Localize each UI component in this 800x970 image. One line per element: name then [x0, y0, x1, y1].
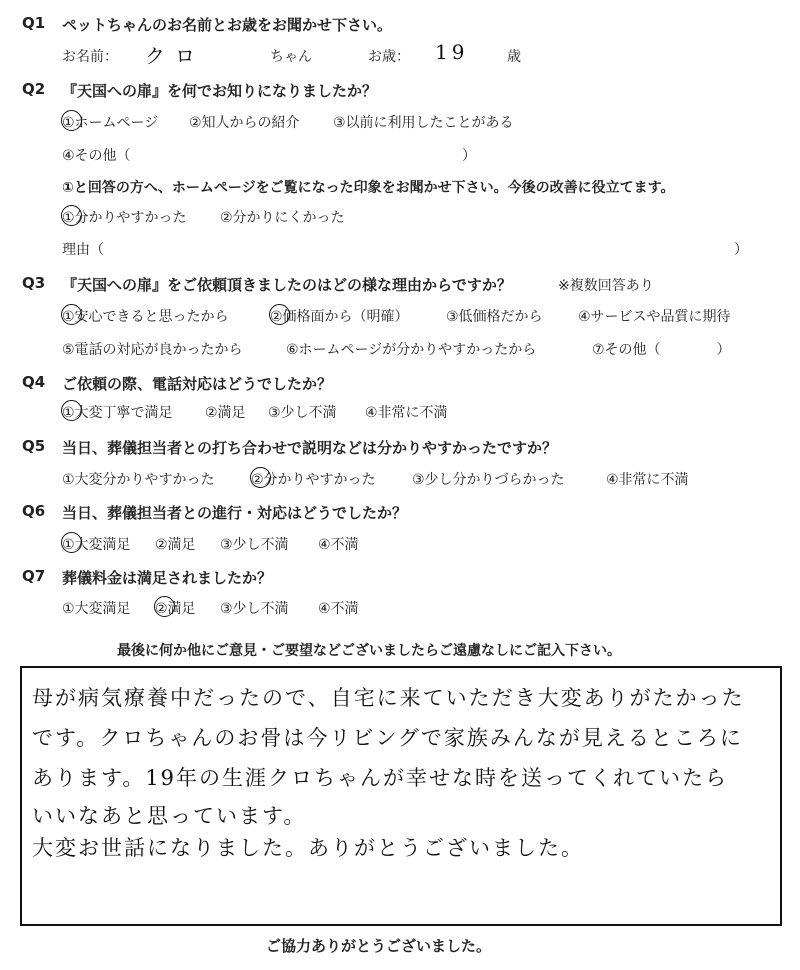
q1-question: ペットちゃんのお名前とお歳をお聞かせ下さい。 — [62, 16, 393, 34]
q3-option-4[interactable]: ④サービスや品質に期待 — [578, 309, 731, 325]
q2-option-3[interactable]: ③以前に利用したことがある — [333, 115, 514, 131]
selection-circle-q2 — [61, 110, 82, 131]
comment-line-5: 大変お世話になりました。ありがとうございました。 — [32, 836, 584, 860]
q4-option-1[interactable]: ①大変丁寧で満足 — [62, 405, 173, 421]
q7-option-1[interactable]: ①大変満足 — [62, 601, 131, 617]
q6-option-2[interactable]: ②満足 — [155, 537, 196, 553]
q6-number: Q6 — [22, 502, 46, 520]
selection-circle-q3-a — [61, 304, 82, 325]
selection-circle-q3-b — [269, 304, 290, 325]
q4-option-4[interactable]: ④非常に不満 — [365, 405, 448, 421]
q2-option-2[interactable]: ②知人からの紹介 — [189, 115, 300, 131]
q4-option-2[interactable]: ②満足 — [205, 405, 246, 421]
q2-option-1[interactable]: ①ホームページ — [62, 115, 159, 131]
q2-reason-close: ） — [734, 242, 748, 258]
q2-question: 『天国への扉』を何でお知りになりましたか？ — [62, 82, 378, 100]
q2-reason-label[interactable]: 理由（ — [62, 242, 104, 258]
q5-number: Q5 — [22, 437, 46, 455]
pet-name-value[interactable]: クロ — [145, 44, 205, 68]
pet-age-value[interactable]: 19 — [435, 40, 469, 64]
q3-note: ※複数回答あり — [558, 278, 654, 294]
q5-option-4[interactable]: ④非常に不満 — [606, 472, 689, 488]
q3-option-2[interactable]: ②価格面から（明確） — [270, 309, 409, 325]
selection-circle-q6 — [61, 532, 82, 553]
comment-prompt: 最後に何か他にご意見・ご要望などございましたらご遠慮なしにご記入下さい。 — [117, 643, 621, 659]
q6-option-3[interactable]: ③少し不満 — [220, 537, 289, 553]
q2-sub-question: ①と回答の方へ、ホームページをご覧になった印象をお聞かせ下さい。今後の改善に役立てます。 — [62, 180, 675, 196]
q4-question: ご依頼の際、電話対応はどうでしたか？ — [62, 375, 333, 393]
chan-label: ちゃん — [270, 49, 312, 65]
q2-other-close: ） — [462, 148, 476, 164]
q3-option-3[interactable]: ③低価格だから — [446, 309, 543, 325]
q7-question: 葬儀料金は満足されましたか？ — [62, 569, 273, 587]
q2-sub-option-2[interactable]: ②分かりにくかった — [220, 210, 345, 226]
pet-name-label: お名前： — [62, 49, 118, 65]
q2-sub-option-1[interactable]: ①分かりやすかった — [62, 210, 187, 226]
comment-line-2: です。クロちゃんのお骨は今リビングで家族みんなが見えるところに — [32, 726, 743, 750]
q4-option-3[interactable]: ③少し不満 — [268, 405, 337, 421]
q4-number: Q4 — [22, 373, 46, 391]
selection-circle-q4 — [61, 400, 82, 421]
q5-option-2[interactable]: ②分かりやすかった — [251, 472, 376, 488]
comment-line-4: いいなあと思っています。 — [32, 804, 307, 828]
q6-question: 当日、葬儀担当者との進行・対応はどうでしたか？ — [62, 504, 408, 522]
q2-option-other[interactable]: ④その他（ — [62, 148, 131, 164]
pet-age-label: お歳： — [368, 49, 410, 65]
q3-option-7[interactable]: ⑦その他（ ） — [592, 342, 731, 358]
q3-option-5[interactable]: ⑤電話の対応が良かったから — [62, 342, 243, 358]
q5-option-3[interactable]: ③少し分かりづらかった — [412, 472, 565, 488]
q7-option-3[interactable]: ③少し不満 — [220, 601, 289, 617]
q3-question: 『天国への扉』をご依頼頂きましたのはどの様な理由からですか？ — [62, 276, 512, 294]
q2-number: Q2 — [22, 80, 46, 98]
footer-thanks: ご協力ありがとうございました。 — [266, 937, 492, 955]
comment-line-1: 母が病気療養中だったので、自宅に来ていただき大変ありがたかった — [32, 686, 745, 710]
selection-circle-q2-sub — [61, 205, 82, 226]
q3-option-1[interactable]: ①安心できると思ったから — [62, 309, 229, 325]
selection-circle-q5 — [250, 467, 271, 488]
q5-option-1[interactable]: ①大変分かりやすかった — [62, 472, 215, 488]
q6-option-4[interactable]: ④不満 — [318, 537, 359, 553]
q7-option-2[interactable]: ②満足 — [155, 601, 196, 617]
q7-number: Q7 — [22, 567, 46, 585]
q3-option-6[interactable]: ⑥ホームページが分かりやすかったから — [286, 342, 537, 358]
q3-number: Q3 — [22, 274, 46, 292]
age-unit: 歳 — [507, 49, 521, 65]
q7-option-4[interactable]: ④不満 — [318, 601, 359, 617]
comment-line-3: あります。19年の生涯クロちゃんが幸せな時を送ってくれていたら — [32, 766, 729, 790]
q1-number: Q1 — [22, 14, 46, 32]
selection-circle-q7 — [154, 596, 175, 617]
q6-option-1[interactable]: ①大変満足 — [62, 537, 131, 553]
q5-question: 当日、葬儀担当者との打ち合わせで説明などは分かりやすかったですか？ — [62, 439, 558, 457]
